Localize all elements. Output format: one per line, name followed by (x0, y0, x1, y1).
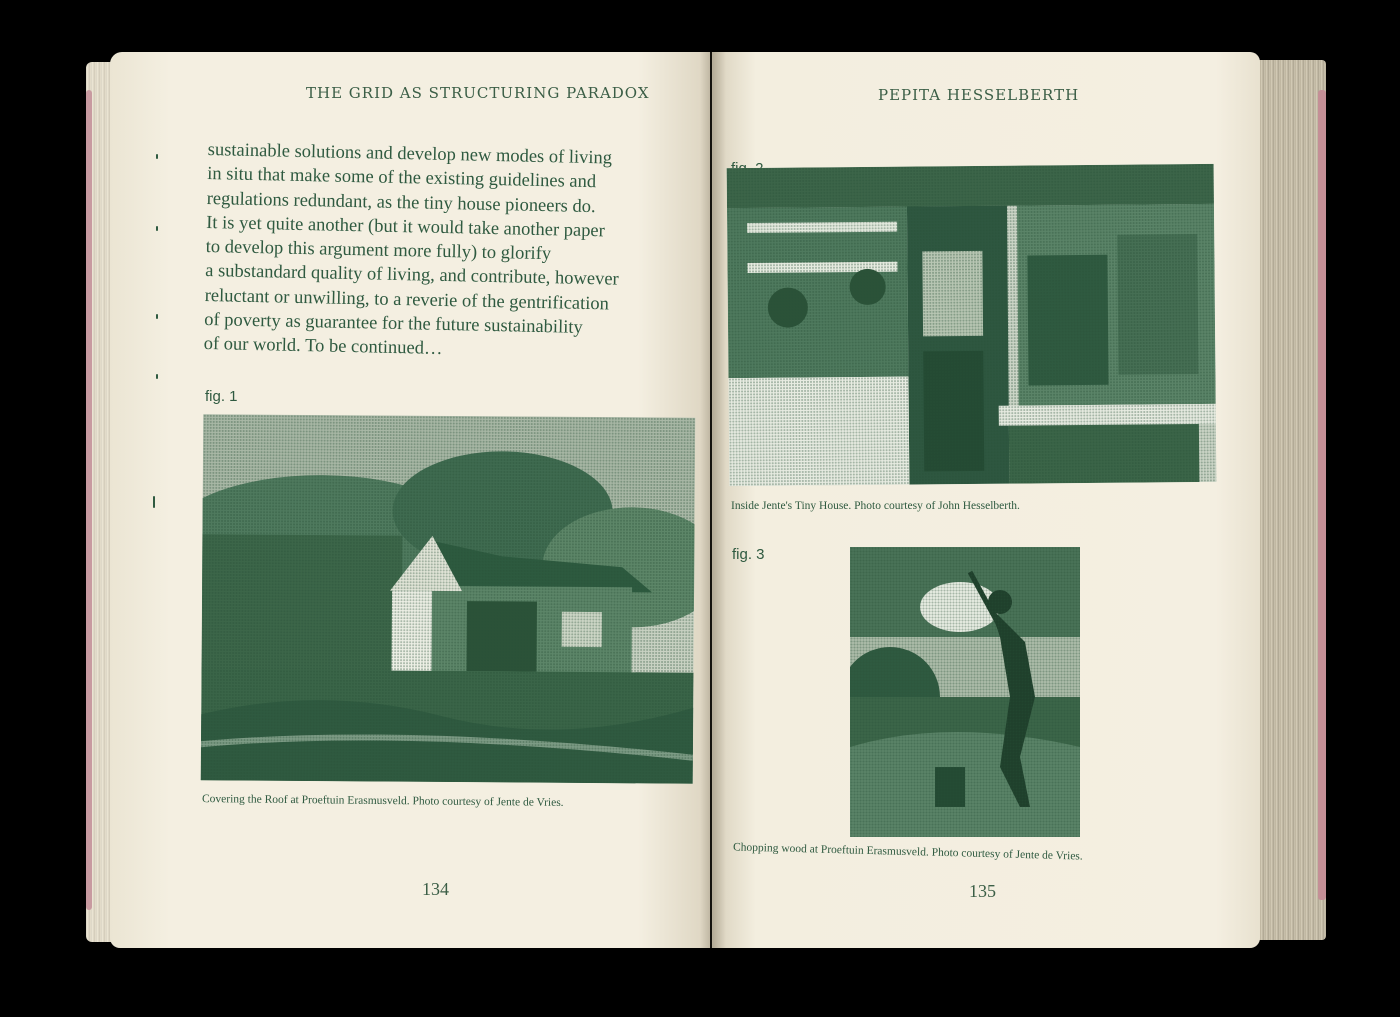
body-line: regulations redundant, as the tiny house pioneers do. (206, 188, 596, 217)
figure-3-photo (850, 547, 1080, 837)
book-gutter (700, 52, 726, 948)
body-line: sustainable solutions and develop new modes of living (207, 139, 613, 169)
house-photo-illustration (201, 414, 696, 783)
right-page-number: 135 (969, 881, 996, 901)
body-line: of poverty as guarantee for the future sustainability (203, 310, 583, 338)
body-line: of our world. To be continued… (203, 334, 443, 360)
figure-2-photo (727, 164, 1217, 486)
figure-3-label: fig. 3 (732, 546, 765, 563)
body-line: It is yet quite another (but it would take another paper (206, 212, 606, 242)
body-line: a substandard quality of living, and contribute, however (204, 261, 619, 291)
left-body-text (203, 138, 677, 366)
right-running-head: PEPITA HESSELBERTH (878, 86, 1080, 104)
body-line: reluctant or unwilling, to a reverie of the gentrification (204, 285, 610, 315)
left-edge-tint (86, 90, 92, 910)
right-page-edges (1250, 60, 1326, 940)
left-page-number: 134 (422, 879, 449, 899)
figure-2-caption: Inside Jente's Tiny House. Photo courtesy of John Hesselberth. (731, 500, 1020, 512)
chopping-wood-illustration (850, 547, 1080, 837)
interior-photo-illustration (727, 164, 1217, 486)
figure-3-caption: Chopping wood at Proeftuin Erasmusveld. Photo courtesy of Jente de Vries. (732, 841, 1083, 863)
right-edge-tint (1318, 90, 1326, 900)
body-line: in situ that make some of the existing guidelines and (207, 164, 597, 193)
figure-1-photo (201, 414, 696, 783)
figure-1-caption: Covering the Roof at Proeftuin Erasmusveld. Photo courtesy of Jente de Vries. (201, 793, 564, 809)
left-running-head: THE GRID AS STRUCTURING PARADOX (306, 84, 650, 102)
body-line: to develop this argument more fully) to glorify (205, 237, 552, 265)
figure-1-label: fig. 1 (205, 388, 238, 405)
